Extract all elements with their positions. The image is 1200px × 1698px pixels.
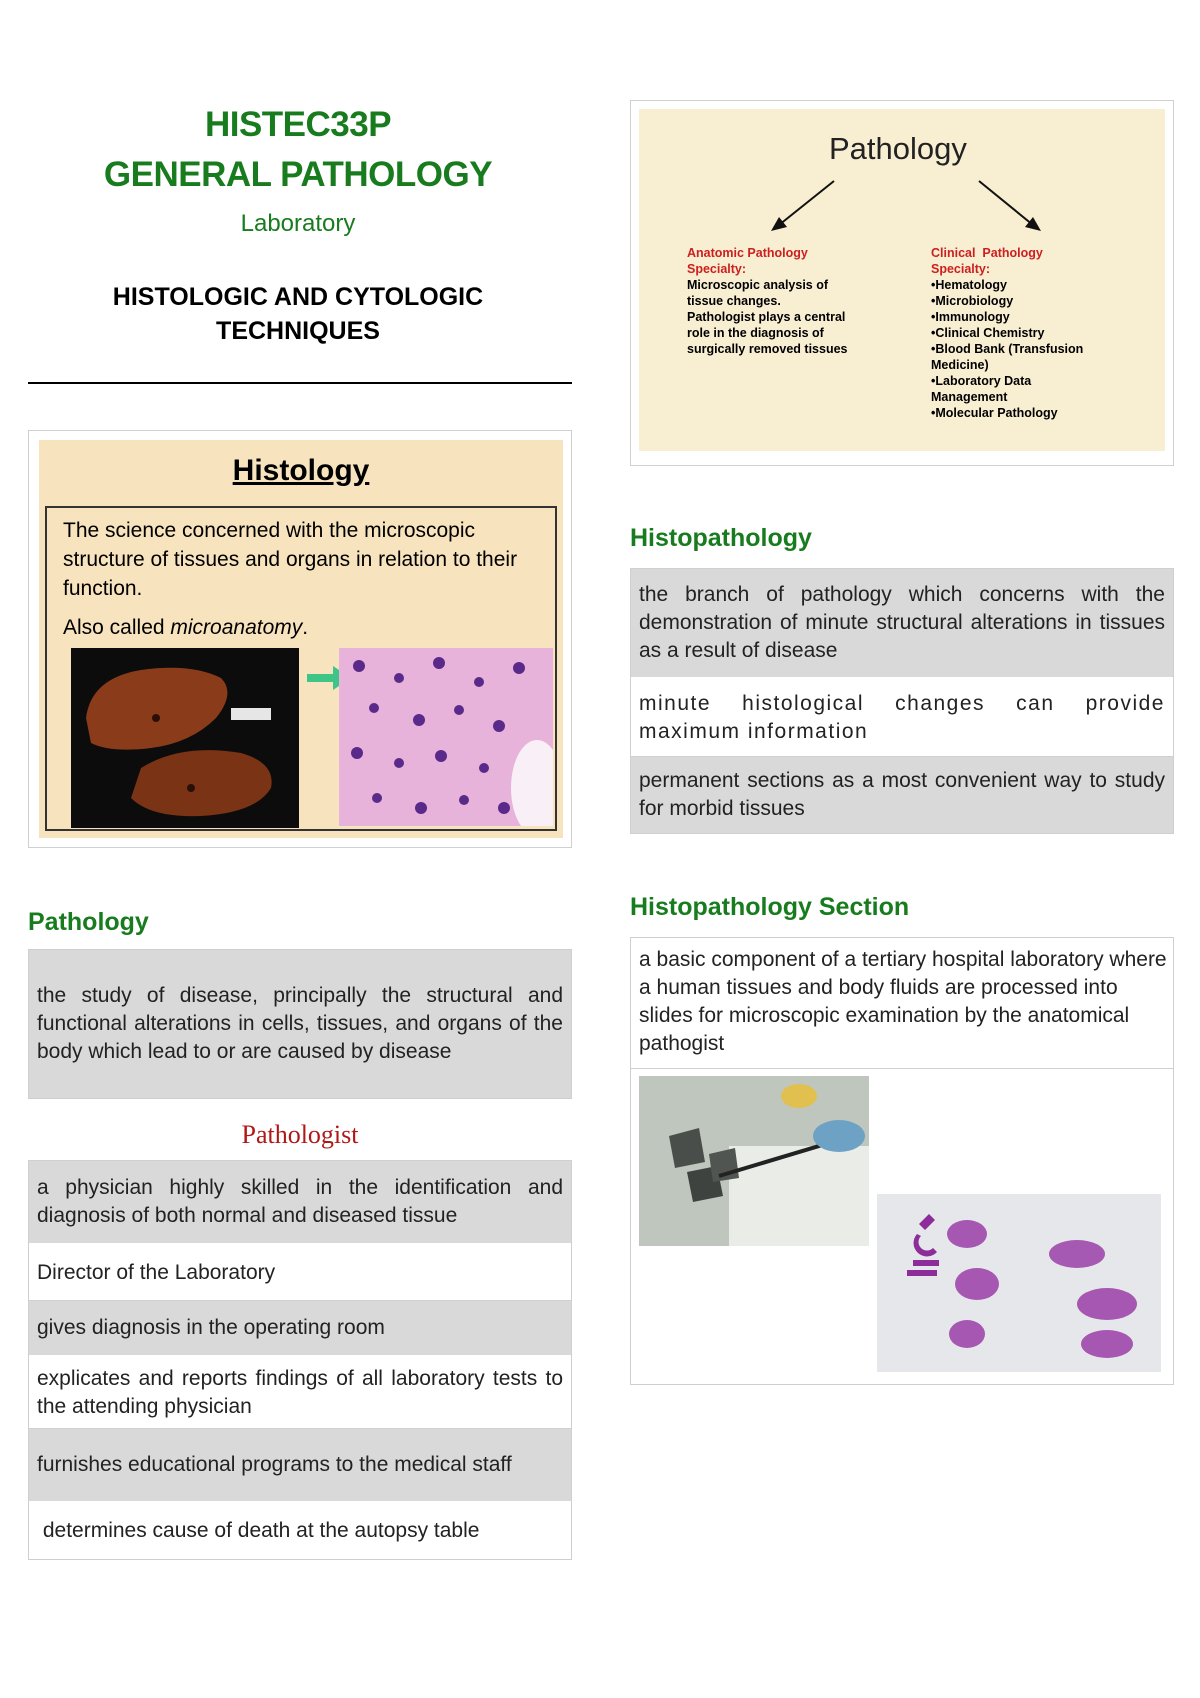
- table-row: [29, 1301, 571, 1357]
- microscope-icon: [899, 1214, 939, 1276]
- subject-line-1: HISTOLOGIC AND CYTOLOGIC: [112, 283, 484, 311]
- section-divider: [631, 1068, 1173, 1069]
- histopathology-section-text: a basic component of a tertiary hospital laboratory where a human tissues and body fluids are processed into slides for microscopic examination by the anatomical pathogist: [639, 948, 1167, 1055]
- row-text: the branch of pathology which concerns with the demonstration of minute structural alterations in tissues as a result of disease: [639, 583, 1165, 662]
- table-row: [29, 1429, 571, 1503]
- clinical-line: •Laboratory Data: [931, 374, 1032, 388]
- clinical-line: •Clinical Chemistry: [931, 326, 1045, 340]
- anatomic-line: surgically removed tissues: [687, 342, 848, 356]
- subject-line-2: TECHNIQUES: [216, 317, 380, 345]
- pathologist-heading: Pathologist: [241, 1120, 359, 1149]
- histology-slide-box: [45, 506, 557, 831]
- row-text: furnishes educational programs to the medical staff: [37, 1453, 512, 1476]
- pathology-slide-canvas: [639, 109, 1165, 451]
- row-text: Director of the Laboratory: [37, 1260, 276, 1284]
- histopathology-table: [630, 568, 1174, 834]
- row-text: a physician highly skilled in the identification and diagnosis of both normal and diseased tissue: [37, 1176, 563, 1227]
- clinical-line: •Molecular Pathology: [931, 406, 1058, 420]
- header-divider: [28, 382, 572, 384]
- histology-slide-text: The science concerned with the microscopic structure of tissues and organs in relation to their function.: [63, 519, 518, 600]
- histology-slide-title: Histology: [232, 454, 370, 487]
- anatomic-heading-1: Anatomic Pathology: [687, 246, 808, 260]
- histopathology-section-heading: Histopathology Section: [630, 893, 910, 921]
- row-text: determines cause of death at the autopsy table: [37, 1519, 480, 1542]
- table-row: [29, 1357, 571, 1429]
- clinical-line: •Microbiology: [931, 294, 1014, 308]
- pathology-slide: [630, 100, 1174, 466]
- pathologist-table: [28, 1160, 572, 1560]
- tissue-micrograph-image: [339, 648, 553, 826]
- anatomic-heading-2: Specialty:: [687, 262, 747, 276]
- row-text: minute histological changes can provide maximum information: [639, 691, 1165, 743]
- course-code: HISTEC33P: [204, 105, 392, 144]
- clinical-line: Management: [931, 390, 1008, 404]
- histology-slide-canvas: [39, 440, 563, 838]
- clinical-line: •Blood Bank (Transfusion: [931, 342, 1084, 356]
- table-row: [631, 679, 1173, 757]
- table-row: [29, 1503, 571, 1559]
- clinical-line: Medicine): [931, 358, 989, 372]
- row-text: explicates and reports findings of all laboratory tests to the attending physician: [37, 1366, 563, 1418]
- anatomic-line: tissue changes.: [687, 294, 781, 308]
- also-suffix: .: [302, 616, 309, 639]
- subject-title: [28, 280, 568, 348]
- also-term: microanatomy: [170, 616, 303, 639]
- anatomic-pathology-column: [687, 245, 897, 357]
- title-block: [28, 100, 568, 348]
- clinical-heading-2: Specialty:: [931, 262, 991, 276]
- course-name: GENERAL PATHOLOGY: [103, 155, 493, 194]
- clinical-line: •Hematology: [931, 278, 1007, 292]
- course-type: Laboratory: [240, 210, 356, 237]
- pathology-heading: Pathology: [28, 908, 149, 936]
- clinical-pathology-column: [931, 245, 1141, 421]
- table-row: [29, 1161, 571, 1245]
- histology-slide: [28, 430, 572, 848]
- also-prefix: Also called: [63, 616, 171, 639]
- pathology-slide-title: Pathology: [829, 131, 967, 166]
- table-row: [29, 950, 571, 1098]
- pathology-table: [28, 949, 572, 1099]
- table-row: [631, 757, 1173, 833]
- liver-specimen-image: [71, 648, 299, 828]
- clinical-heading-1: Clinical Pathology: [931, 246, 1043, 260]
- grossing-photo-image: [639, 1076, 869, 1246]
- histopathology-heading: Histopathology: [630, 524, 812, 552]
- histopathology-section-box: [630, 937, 1174, 1385]
- row-text: permanent sections as a most convenient way to study for morbid tissues: [639, 769, 1165, 820]
- row-text: the study of disease, principally the structural and functional alterations in cells, tissues, and organs of the body which lead to or are caused by disease: [37, 984, 563, 1063]
- stained-slides-photo-image: [877, 1194, 1161, 1372]
- row-text: gives diagnosis in the operating room: [37, 1316, 385, 1339]
- anatomic-line: Microscopic analysis of: [687, 278, 829, 292]
- anatomic-line: role in the diagnosis of: [687, 326, 824, 340]
- anatomic-line: Pathologist plays a central: [687, 310, 846, 324]
- table-row: [29, 1245, 571, 1301]
- clinical-line: •Immunology: [931, 310, 1010, 324]
- table-row: [631, 569, 1173, 679]
- histology-slide-also: [63, 616, 308, 640]
